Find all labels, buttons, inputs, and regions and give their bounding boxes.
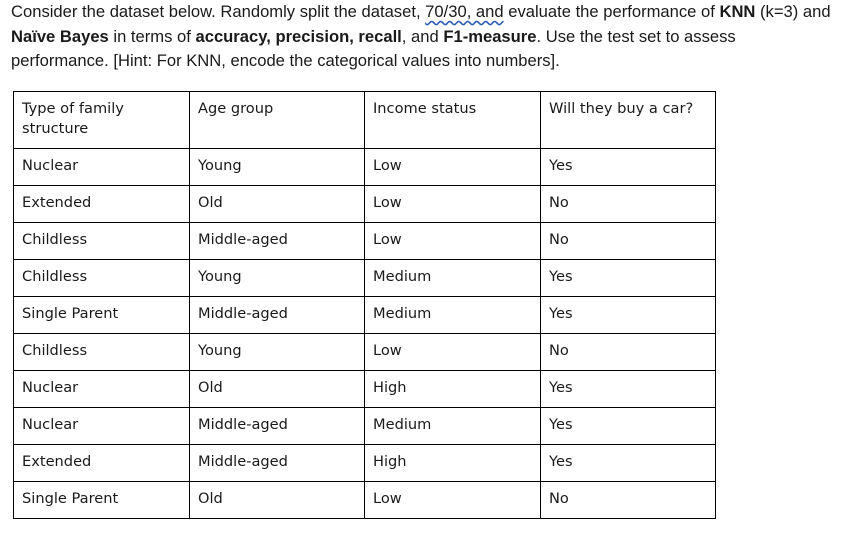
cell-family-structure: Extended — [14, 445, 190, 482]
table-row — [14, 371, 716, 408]
cell-buy-car: Yes — [541, 445, 716, 482]
question-part: , and — [401, 26, 444, 46]
cell-family-structure: Nuclear — [14, 371, 190, 408]
cell-buy-car: No — [541, 186, 716, 223]
cell-buy-car: Yes — [541, 260, 716, 297]
cell-income-status: Medium — [365, 408, 541, 445]
cell-buy-car: Yes — [541, 149, 716, 186]
cell-family-structure: Childless — [14, 260, 190, 297]
cell-income-status: Low — [365, 149, 541, 186]
cell-age-group: Old — [190, 482, 365, 519]
question-part: evaluate the performance of — [503, 2, 720, 21]
question-part: (k=3) and — [755, 2, 831, 21]
split-ratio: 70/30, and — [425, 2, 504, 21]
cell-income-status: High — [365, 445, 541, 482]
cell-age-group: Middle-aged — [190, 408, 365, 445]
cell-age-group: Young — [190, 149, 365, 186]
header-age-group: Age group — [190, 92, 365, 149]
knn-term: KNN — [719, 2, 756, 21]
question-part: Consider the dataset below. Randomly split the dataset, — [11, 2, 426, 21]
header-buy-car: Will they buy a car? — [541, 92, 716, 149]
table-row — [14, 297, 716, 334]
cell-family-structure: Childless — [14, 334, 190, 371]
table-row — [14, 260, 716, 297]
header-income-status: Income status — [365, 92, 541, 149]
cell-income-status: Low — [365, 482, 541, 519]
cell-family-structure: Nuclear — [14, 408, 190, 445]
cell-age-group: Middle-aged — [190, 223, 365, 260]
cell-age-group: Young — [190, 260, 365, 297]
table-row — [14, 149, 716, 186]
cell-age-group: Middle-aged — [190, 297, 365, 334]
cell-income-status: Medium — [365, 297, 541, 334]
metrics-term: accuracy, precision, recall — [195, 26, 402, 46]
cell-buy-car: No — [541, 223, 716, 260]
question-part: . Use the test set to assess performance. [Hint: For KNN, encode the categorical values into numbers]. — [11, 26, 736, 70]
cell-buy-car: Yes — [541, 297, 716, 334]
table-row — [14, 223, 716, 260]
cell-income-status: Low — [365, 186, 541, 223]
header-family-structure: Type of family structure — [14, 92, 190, 149]
cell-age-group: Old — [190, 371, 365, 408]
cell-buy-car: No — [541, 334, 716, 371]
cell-buy-car: Yes — [541, 408, 716, 445]
cell-age-group: Old — [190, 186, 365, 223]
table-row — [14, 408, 716, 445]
naive-bayes-term: Naïve Bayes — [11, 26, 109, 46]
table-header-row — [14, 92, 716, 149]
cell-family-structure: Single Parent — [14, 297, 190, 334]
cell-buy-car: Yes — [541, 371, 716, 408]
cell-income-status: Low — [365, 223, 541, 260]
table-row — [14, 334, 716, 371]
cell-family-structure: Childless — [14, 223, 190, 260]
cell-income-status: High — [365, 371, 541, 408]
question-text — [11, 0, 831, 74]
table-row — [14, 445, 716, 482]
f1-term: F1-measure — [443, 26, 537, 46]
cell-age-group: Young — [190, 334, 365, 371]
table-row — [14, 186, 716, 223]
cell-income-status: Low — [365, 334, 541, 371]
cell-family-structure: Nuclear — [14, 149, 190, 186]
cell-income-status: Medium — [365, 260, 541, 297]
dataset-table — [13, 91, 716, 519]
cell-family-structure: Single Parent — [14, 482, 190, 519]
question-part: in terms of — [108, 26, 196, 46]
cell-age-group: Middle-aged — [190, 445, 365, 482]
cell-family-structure: Extended — [14, 186, 190, 223]
table-row — [14, 482, 716, 519]
cell-buy-car: No — [541, 482, 716, 519]
